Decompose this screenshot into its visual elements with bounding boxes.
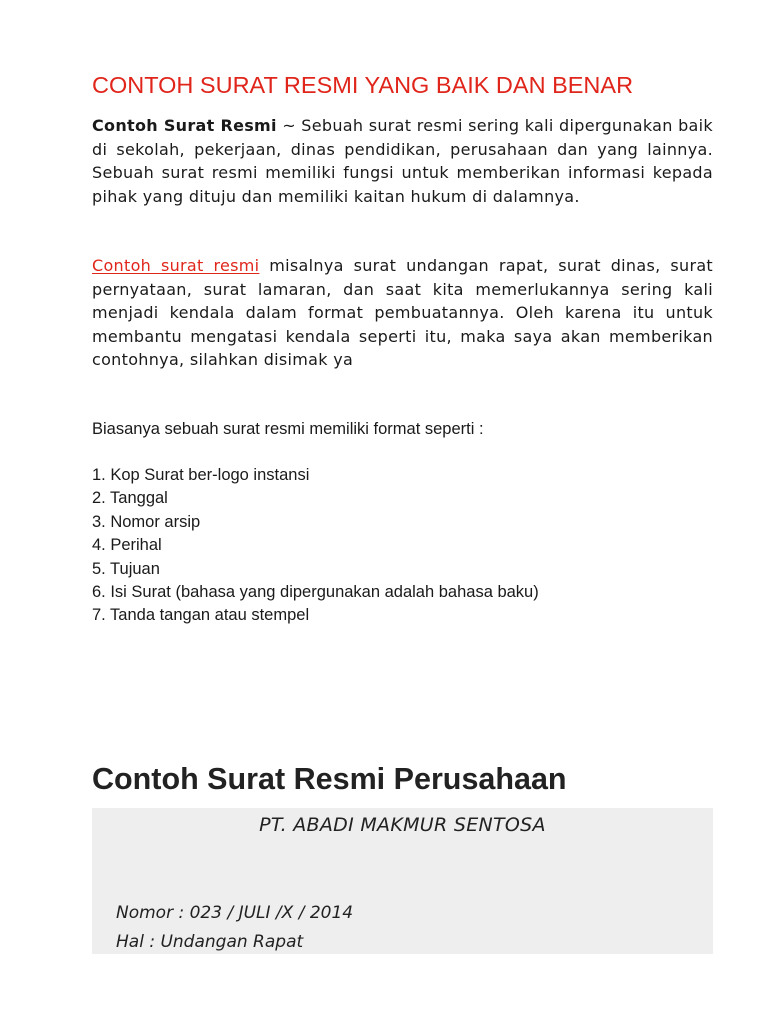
bold-lead: Contoh Surat Resmi bbox=[92, 116, 277, 135]
sample-letter-box bbox=[92, 808, 713, 954]
article-title: CONTOH SURAT RESMI YANG BAIK DAN BENAR bbox=[92, 72, 634, 98]
list-item: 6. Isi Surat (bahasa yang dipergunakan adalah bahasa baku) bbox=[92, 583, 539, 602]
list-item: 7. Tanda tangan atau stempel bbox=[92, 606, 310, 625]
list-item: 3. Nomor arsip bbox=[92, 512, 201, 531]
section-heading: Contoh Surat Resmi Perusahaan bbox=[92, 762, 567, 796]
intro-paragraph-text: ~ Sebuah surat resmi sering kali dipergunakan baik di sekolah, pekerjaan, dinas pendidikan, perusahaan dan yang lainnya. Sebuah surat resmi memiliki fungsi untuk memberikan informasi kepada pihak yang dituju dan memiliki kaitan hukum di dalamnya. bbox=[92, 116, 713, 206]
list-item: 4. Perihal bbox=[92, 536, 162, 555]
intro-paragraph bbox=[92, 114, 713, 208]
letter-subject: Hal : Undangan Rapat bbox=[116, 932, 304, 952]
second-paragraph-text: misalnya surat undangan rapat, surat dinas, surat pernyataan, surat lamaran, dan saat kita memerlukannya sering kali menjadi kendala dalam format pembuatannya. Oleh karena itu untuk membantu mengatasi kendala seperti itu, maka saya akan memberikan contohnya, silahkan disimak ya bbox=[92, 256, 713, 369]
list-item: 5. Tujuan bbox=[92, 559, 160, 578]
list-item: 2. Tanggal bbox=[92, 489, 168, 508]
company-name: PT. ABADI MAKMUR SENTOSA bbox=[259, 814, 546, 836]
second-paragraph bbox=[92, 254, 713, 372]
contoh-surat-resmi-link[interactable]: Contoh surat resmi bbox=[92, 256, 260, 275]
letter-number: Nomor : 023 / JULI /X / 2014 bbox=[116, 903, 354, 923]
format-intro: Biasanya sebuah surat resmi memiliki format seperti : bbox=[92, 420, 484, 438]
format-list bbox=[92, 464, 539, 628]
list-item: 1. Kop Surat ber-logo instansi bbox=[92, 466, 310, 484]
